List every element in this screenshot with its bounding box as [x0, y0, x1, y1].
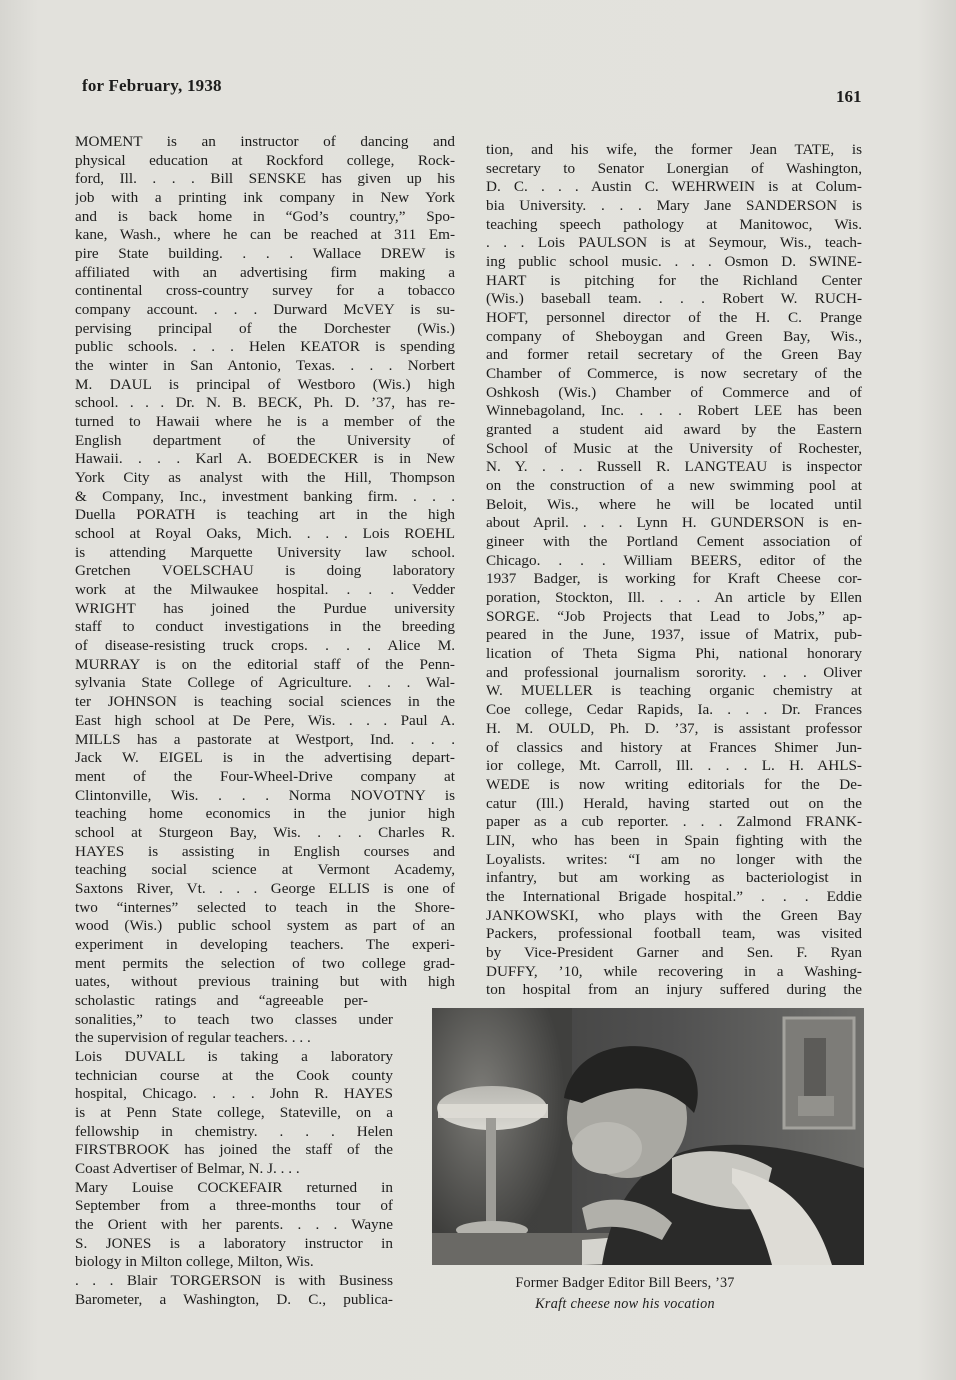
text-line: N. Y. . . . Russell R. LANGTEAU is inspector	[486, 458, 862, 476]
text-line: and professional journalism sorority. . . . Oliver	[486, 663, 862, 681]
text-line: school at Royal Oaks, Mich. . . . Lois ROEHL	[75, 525, 455, 543]
text-line: kane, Wash., where he can be reached at 311 Em-	[75, 226, 455, 244]
text-line: turned to Hawaii where he is a member of the	[75, 413, 455, 431]
text-line: paper as a cub reporter. . . . Zalmond FRANK-	[486, 813, 862, 831]
text-line: work at the Milwaukee hospital. . . . Vedder	[75, 581, 455, 599]
text-line: Beloit, Wis., where he will be located until	[486, 495, 862, 513]
text-line: teaching speech pathology at Manitowoc, Wis.	[486, 215, 862, 233]
text-line: S. JONES is a laboratory instructor in	[75, 1234, 393, 1252]
text-line: school. . . . Dr. N. B. BECK, Ph. D. ’37, has re-	[75, 394, 455, 412]
text-line: company of Sheboygan and Green Bay, Wis.,	[486, 327, 862, 345]
text-line: physical education at Rockford college, Rock-	[75, 151, 455, 169]
text-line: and former retail secretary of the Green Bay	[486, 346, 862, 364]
text-line: Lois DUVALL is taking a laboratory	[75, 1047, 393, 1065]
text-line: peared in the June, 1937, issue of Matrix, pub-	[486, 626, 862, 644]
text-line: MURRAY is on the editorial staff of the Penn-	[75, 655, 455, 673]
photograph	[432, 1008, 864, 1265]
text-line: the winter in San Antonio, Texas. . . . Norbert	[75, 357, 455, 375]
text-line: Mary Louise COCKEFAIR returned in	[75, 1178, 393, 1196]
text-line: continental cross-country survey for a tobacco	[75, 282, 455, 300]
text-line: Packers, professional football team, was visited	[486, 925, 862, 943]
photo-caption-line2: Kraft cheese now his vocation	[535, 1296, 715, 1312]
text-line: lication of Theta Sigma Phi, national honorary	[486, 645, 862, 663]
text-line: of classics and history at Frances Shimer Jun-	[486, 738, 862, 756]
text-line: HART is pitching for the Richland Center	[486, 271, 862, 289]
text-line: ior college, Mt. Carroll, Ill. . . . L. H. AHLS-	[486, 757, 862, 775]
text-line: Duella PORATH is teaching art in the high	[75, 506, 455, 524]
page-number: 161	[836, 87, 862, 106]
text-line: H. M. OULD, Ph. D. ’37, is assistant professor	[486, 719, 862, 737]
text-line: (Wis.) baseball team. . . . Robert W. RUCH-	[486, 290, 862, 308]
text-line: Barometer, a Washington, D. C., publica-	[75, 1290, 393, 1308]
text-line: hospital, Chicago. . . . John R. HAYES	[75, 1085, 393, 1103]
text-line: Coe college, Cedar Rapids, Ia. . . . Dr. Frances	[486, 701, 862, 719]
text-line: pire State building. . . . Wallace DREW is	[75, 245, 455, 263]
text-line: . . . Blair TORGERSON is with Business	[75, 1271, 393, 1289]
text-line: sylvania State College of Agriculture. . . . Wal-	[75, 674, 455, 692]
text-line: catur (Ill.) Herald, having started out on the	[486, 794, 862, 812]
text-line: fellowship in chemistry. . . . Helen	[75, 1122, 393, 1140]
text-line: ford, Ill. . . . Bill SENSKE has given up his	[75, 170, 455, 188]
text-line: the International Brigade hospital.” . . . Eddie	[486, 887, 862, 905]
text-line: technician course at the Cook county	[75, 1066, 393, 1084]
text-line: job with a printing ink company in New York	[75, 189, 455, 207]
text-line: uates, without previous training but with high	[75, 973, 455, 991]
text-line: granted a student aid award by the Eastern	[486, 421, 862, 439]
text-line: Gretchen VOELSCHAU is doing laboratory	[75, 562, 455, 580]
text-line: Jack W. EIGEL is in the advertising depart-	[75, 749, 455, 767]
text-line: Coast Advertiser of Belmar, N. J. . . .	[75, 1159, 300, 1177]
text-line: on the construction of a new swimming pool at	[486, 477, 862, 495]
text-line: D. C. . . . Austin C. WEHRWEIN is at Colum-	[486, 178, 862, 196]
text-line: sonalities,” to teach two classes under	[75, 1010, 393, 1028]
photo-caption-line1: Former Badger Editor Bill Beers, ’37	[515, 1275, 735, 1291]
text-line: pervising principal of the Dorchester (Wis.)	[75, 319, 455, 337]
text-line: school at Sturgeon Bay, Wis. . . . Charles R.	[75, 823, 455, 841]
text-line: and is back home in “God’s country,” Spo-	[75, 207, 455, 225]
text-line: Clintonville, Wis. . . . Norma NOVOTNY is	[75, 786, 455, 804]
text-line: Loyalists. writes: “I am no longer with the	[486, 850, 862, 868]
text-line: scholastic ratings and “agreeable per-	[75, 991, 368, 1009]
text-line: biology in Milton college, Milton, Wis.	[75, 1253, 314, 1271]
running-head: for February, 1938	[82, 76, 222, 95]
text-line: Chamber of Commerce, is now secretary of the	[486, 365, 862, 383]
text-line: ton hospital from an injury suffered during the	[486, 981, 862, 999]
text-line: East high school at De Pere, Wis. . . . Paul A.	[75, 711, 455, 729]
text-line: SORGE. “Job Projects that Lead to Jobs,” ap-	[486, 607, 862, 625]
text-line: about April. . . . Lynn H. GUNDERSON is en-	[486, 514, 862, 532]
text-line: by Vice-President Garner and Sen. F. Ryan	[486, 943, 862, 961]
text-line: LIN, who has been in Spain fighting with the	[486, 831, 862, 849]
text-line: WEDE is now writing editorials for the De-	[486, 775, 862, 793]
text-line: 1937 Badger, is working for Kraft Cheese cor-	[486, 570, 862, 588]
text-line: September from a three-months tour of	[75, 1197, 393, 1215]
left-text-column	[75, 133, 455, 1309]
text-line: the supervision of regular teachers. . . .	[75, 1029, 311, 1047]
text-line: the Orient with her parents. . . . Wayne	[75, 1215, 393, 1233]
text-line: infantry, but am working as bacteriologist in	[486, 869, 862, 887]
text-line: MOMENT is an instructor of dancing and	[75, 133, 455, 150]
text-line: teaching social science at Vermont Academy,	[75, 861, 455, 879]
text-line: English department of the University of	[75, 431, 455, 449]
text-line: wood (Wis.) public school system as part of an	[75, 917, 455, 935]
text-line: teaching home economics in the junior high	[75, 805, 455, 823]
text-line: Hawaii. . . . Karl A. BOEDECKER is in New	[75, 450, 455, 468]
text-line: WRIGHT has joined the Purdue university	[75, 599, 455, 617]
text-line: School of Music at the University of Rochester,	[486, 439, 862, 457]
text-line: HOFT, personnel director of the H. C. Prange	[486, 309, 862, 327]
right-text-column	[486, 141, 862, 1000]
text-line: Oshkosh (Wis.) Chamber of Commerce and of	[486, 383, 862, 401]
photo-man-at-desk	[432, 1008, 864, 1265]
text-line: York City as analyst with the Hill, Thompson	[75, 469, 455, 487]
text-line: is at Penn State college, Stateville, on a	[75, 1103, 393, 1121]
text-line: staff to conduct investigations in the breeding	[75, 618, 455, 636]
text-line: Chicago. . . . William BEERS, editor of the	[486, 551, 862, 569]
text-line: secretary to Senator Lonergian of Washington,	[486, 159, 862, 177]
text-line: ment of the Four-Wheel-Drive company at	[75, 767, 455, 785]
text-line: company account. . . . Durward McVEY is su-	[75, 301, 455, 319]
text-line: MILLS has a pastorate at Westport, Ind. . . .	[75, 730, 455, 748]
text-line: experiment in developing teachers. The experi-	[75, 935, 455, 953]
text-line: two “internes” selected to teach in the Shore-	[75, 898, 455, 916]
text-line: & Company, Inc., investment banking firm. . . .	[75, 487, 455, 505]
text-line: ing public school music. . . . Osmon D. SWINE-	[486, 253, 862, 271]
text-line: of disease-resisting truck crops. . . . Alice M.	[75, 637, 455, 655]
text-line: ment permits the selection of two college grad-	[75, 954, 455, 972]
text-line: W. MUELLER is teaching organic chemistry at	[486, 682, 862, 700]
text-line: Winnebagoland, Inc. . . . Robert LEE has been	[486, 402, 862, 420]
text-line: gineer with the Portland Cement association of	[486, 533, 862, 551]
text-line: FIRSTBROOK has joined the staff of the	[75, 1141, 393, 1159]
text-line: DUFFY, ’10, while recovering in a Washing-	[486, 962, 862, 980]
text-line: tion, and his wife, the former Jean TATE, is	[486, 141, 862, 158]
text-line: poration, Stockton, Ill. . . . An article by Ellen	[486, 589, 862, 607]
text-line: Saxtons River, Vt. . . . George ELLIS is one of	[75, 879, 455, 897]
text-line: HAYES is assisting in English courses and	[75, 842, 455, 860]
text-line: affiliated with an advertising firm making a	[75, 263, 455, 281]
text-line: JANKOWSKI, who plays with the Green Bay	[486, 906, 862, 924]
text-line: bia University. . . . Mary Jane SANDERSON is	[486, 197, 862, 215]
text-line: ter JOHNSON is teaching social sciences in the	[75, 693, 455, 711]
text-line: is attending Marquette University law school.	[75, 543, 455, 561]
text-line: public schools. . . . Helen KEATOR is spending	[75, 338, 455, 356]
text-line: M. DAUL is principal of Westboro (Wis.) high	[75, 375, 455, 393]
text-line: . . . Lois PAULSON is at Seymour, Wis., teach-	[486, 234, 862, 252]
